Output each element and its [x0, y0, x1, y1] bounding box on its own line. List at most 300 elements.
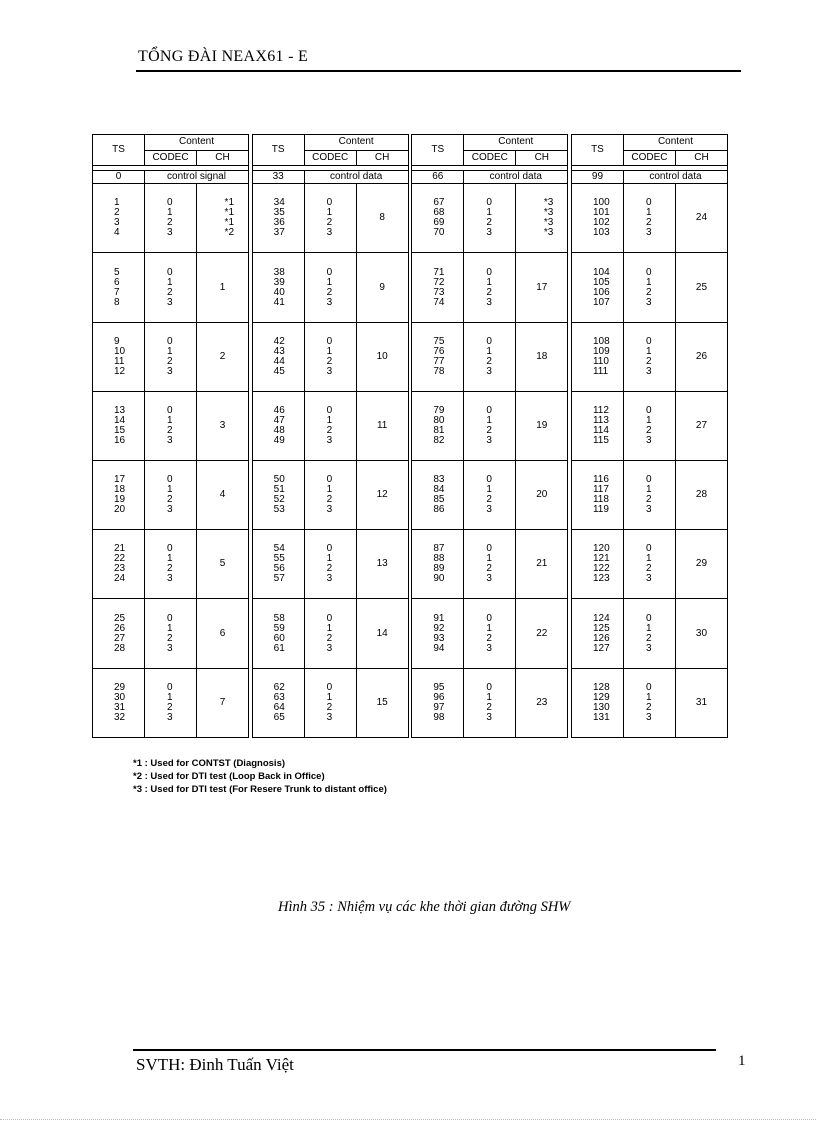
- ts-lines: [593, 198, 623, 238]
- codec-lines: [327, 683, 356, 723]
- page-edge-dots: [0, 1119, 816, 1120]
- ts-values: [571, 530, 623, 599]
- ts-column-table-2: [252, 134, 409, 738]
- ch-value: 6: [197, 599, 249, 668]
- cell-line: 62: [273, 681, 285, 693]
- cell-line: 111: [592, 365, 609, 377]
- cell-line: 1: [645, 553, 652, 565]
- codec-values: [145, 253, 197, 322]
- ts-values: [571, 322, 623, 391]
- codec-values: [145, 184, 197, 253]
- cell-line: 1: [167, 553, 173, 565]
- cell-line: 0: [486, 404, 492, 416]
- cell-line: 45: [273, 365, 285, 377]
- codec-lines: [167, 337, 196, 377]
- cell-line: 0: [326, 266, 333, 278]
- ts-values: [93, 668, 145, 737]
- footnote-1: *1 : Used for CONTST (Diagnosis): [133, 758, 286, 769]
- cell-line: 70: [433, 227, 445, 239]
- cell-line: 36: [273, 217, 285, 229]
- cell-line: 83: [433, 474, 445, 486]
- codec-lines: [327, 268, 356, 308]
- ts-values: [252, 530, 304, 599]
- codec-lines: [167, 683, 196, 723]
- ts-values: [93, 253, 145, 322]
- content-header: Content: [464, 135, 568, 151]
- codec-lines: [646, 614, 675, 654]
- cell-line: 1: [326, 484, 333, 496]
- cell-line: 3: [486, 642, 492, 654]
- cell-line: 67: [433, 197, 445, 209]
- cell-line: 87: [433, 543, 445, 555]
- ch-value: 28: [675, 461, 727, 530]
- codec-values: [464, 668, 516, 737]
- ts-values: [93, 461, 145, 530]
- slot-group-row: [571, 530, 727, 599]
- cell-line: *1: [224, 197, 234, 209]
- cell-line: 2: [326, 632, 333, 644]
- ts-lines: [433, 406, 463, 446]
- ts-values: [571, 184, 623, 253]
- slot-group-row: [252, 391, 408, 460]
- cell-line: 2: [645, 424, 652, 436]
- ch-value: 9: [356, 253, 408, 322]
- cell-line: 3: [326, 227, 333, 239]
- ts-values: [252, 253, 304, 322]
- codec-values: [304, 668, 356, 737]
- ch-value: 7: [197, 668, 249, 737]
- ch-lines: [516, 198, 553, 238]
- cell-line: 112: [592, 404, 609, 416]
- ch-value: 27: [675, 391, 727, 460]
- cell-line: 0: [645, 197, 652, 209]
- cell-line: 0: [645, 404, 652, 416]
- cell-line: 3: [486, 711, 492, 723]
- ch-value: 12: [356, 461, 408, 530]
- codec-header: CODEC: [145, 150, 197, 166]
- ts-values: [252, 322, 304, 391]
- cell-line: 125: [592, 622, 610, 634]
- slot-group-row: [571, 461, 727, 530]
- cell-line: 103: [592, 227, 610, 239]
- cell-line: 0: [167, 197, 173, 209]
- ts-lines: [593, 337, 623, 377]
- ts-lines: [114, 337, 144, 377]
- slot-group-row: [571, 253, 727, 322]
- cell-line: 3: [645, 296, 652, 308]
- cell-line: 1: [486, 207, 492, 219]
- cell-line: 113: [592, 414, 609, 426]
- cell-line: 15: [114, 424, 126, 436]
- ts-lines: [593, 406, 623, 446]
- cell-line: 39: [273, 276, 285, 288]
- slot-group-row: [93, 253, 249, 322]
- cell-line: 65: [273, 711, 285, 723]
- cell-line: 1: [326, 622, 333, 634]
- cell-line: 55: [273, 553, 285, 565]
- cell-line: 56: [273, 563, 285, 575]
- cell-line: 41: [273, 296, 285, 308]
- ch-value: 25: [675, 253, 727, 322]
- cell-line: 116: [592, 474, 609, 486]
- cell-line: 108: [592, 335, 610, 347]
- cell-line: 0: [645, 681, 652, 693]
- header-divider: [136, 70, 741, 72]
- document-header-title: TỔNG ĐÀI NEAX61 - E: [138, 48, 309, 65]
- codec-values: [623, 184, 675, 253]
- cell-line: 2: [645, 355, 652, 367]
- ch-value: 5: [197, 530, 249, 599]
- cell-line: 3: [167, 296, 173, 308]
- ts-values: [571, 253, 623, 322]
- cell-line: 3: [486, 296, 492, 308]
- cell-line: 3: [167, 642, 173, 654]
- cell-line: 1: [645, 484, 652, 496]
- ch-value: 14: [356, 599, 408, 668]
- codec-values: [464, 461, 516, 530]
- codec-lines: [327, 337, 356, 377]
- cell-line: 20: [114, 504, 126, 516]
- slot-group-row: [252, 530, 408, 599]
- slot-group-row: [93, 599, 249, 668]
- cell-line: 74: [433, 296, 445, 308]
- codec-header: CODEC: [623, 150, 675, 166]
- control-label: control data: [623, 170, 727, 184]
- ch-value: 31: [675, 668, 727, 737]
- cell-line: 50: [273, 474, 285, 486]
- codec-values: [623, 668, 675, 737]
- cell-line: 0: [486, 197, 492, 209]
- cell-line: 0: [167, 543, 173, 555]
- ts-values: [571, 599, 623, 668]
- cell-line: 34: [273, 197, 285, 209]
- codec-lines: [486, 544, 515, 584]
- codec-values: [623, 253, 675, 322]
- cell-line: 2: [167, 217, 173, 229]
- cell-line: 59: [273, 622, 285, 634]
- cell-line: 0: [486, 266, 492, 278]
- slot-group-row: [252, 599, 408, 668]
- ch-value: 30: [675, 599, 727, 668]
- cell-line: 94: [433, 642, 445, 654]
- cell-line: *3: [543, 207, 554, 219]
- cell-line: 1: [114, 197, 120, 209]
- slot-group-row: [571, 668, 727, 737]
- cell-line: 97: [433, 701, 445, 713]
- codec-values: [623, 391, 675, 460]
- cell-line: 2: [486, 286, 492, 298]
- cell-line: 38: [273, 266, 285, 278]
- cell-line: 0: [326, 197, 333, 209]
- cell-line: 0: [645, 474, 652, 486]
- ts-values: [93, 391, 145, 460]
- cell-line: 1: [167, 622, 173, 634]
- codec-header: CODEC: [464, 150, 516, 166]
- cell-line: 2: [167, 563, 173, 575]
- ts-lines: [593, 268, 623, 308]
- ch-value: 1: [197, 253, 249, 322]
- cell-line: 127: [592, 642, 610, 654]
- cell-line: 22: [114, 553, 126, 565]
- cell-line: 100: [592, 197, 610, 209]
- codec-values: [623, 322, 675, 391]
- codec-values: [145, 599, 197, 668]
- cell-line: 2: [326, 217, 333, 229]
- ts-lines: [593, 475, 623, 515]
- cell-line: 104: [592, 266, 610, 278]
- ch-value: 15: [356, 668, 408, 737]
- cell-line: 0: [645, 612, 652, 624]
- cell-line: 96: [433, 691, 445, 703]
- cell-line: 124: [592, 612, 610, 624]
- ts-values: [412, 530, 464, 599]
- slot-group-row: [93, 322, 249, 391]
- cell-line: 3: [645, 711, 652, 723]
- cell-line: 95: [433, 681, 445, 693]
- cell-line: 2: [486, 494, 492, 506]
- cell-line: 0: [486, 681, 492, 693]
- cell-line: 90: [433, 573, 445, 585]
- codec-values: [304, 322, 356, 391]
- cell-line: 2: [645, 701, 652, 713]
- codec-lines: [646, 406, 675, 446]
- codec-lines: [167, 614, 196, 654]
- cell-line: 0: [645, 266, 652, 278]
- codec-values: [304, 391, 356, 460]
- ts-lines: [274, 268, 304, 308]
- cell-line: 37: [273, 227, 285, 239]
- ts-values: [252, 461, 304, 530]
- cell-line: 1: [167, 345, 173, 357]
- ts-lines: [433, 475, 463, 515]
- cell-line: 2: [167, 494, 173, 506]
- cell-line: 120: [592, 543, 610, 555]
- codec-header: CODEC: [304, 150, 356, 166]
- cell-line: 69: [433, 217, 445, 229]
- slot-group-row: [252, 668, 408, 737]
- cell-line: 43: [273, 345, 285, 357]
- codec-lines: [167, 544, 196, 584]
- cell-line: 2: [326, 424, 333, 436]
- cell-line: 88: [433, 553, 445, 565]
- codec-lines: [486, 406, 515, 446]
- cell-line: 80: [433, 414, 445, 426]
- cell-line: 27: [114, 632, 126, 644]
- ts-header: TS: [93, 135, 145, 166]
- slot-group-row: [93, 184, 249, 253]
- codec-values: [304, 599, 356, 668]
- codec-lines: [486, 614, 515, 654]
- cell-line: 107: [592, 296, 610, 308]
- cell-line: 28: [114, 642, 126, 654]
- codec-values: [304, 461, 356, 530]
- cell-line: 63: [273, 691, 285, 703]
- cell-line: 3: [167, 573, 173, 585]
- cell-line: 16: [114, 434, 126, 446]
- cell-line: 0: [167, 266, 173, 278]
- cell-line: 126: [592, 632, 610, 644]
- ch-value: 13: [356, 530, 408, 599]
- cell-line: 1: [326, 345, 333, 357]
- ts-lines: [274, 475, 304, 515]
- cell-line: 3: [114, 217, 120, 229]
- cell-line: 117: [592, 484, 609, 496]
- cell-line: 122: [592, 563, 610, 575]
- ts-header: TS: [412, 135, 464, 166]
- cell-line: 2: [486, 701, 492, 713]
- header-row: [412, 135, 568, 151]
- codec-values: [145, 530, 197, 599]
- ts-values: [93, 184, 145, 253]
- codec-lines: [167, 475, 196, 515]
- footer-divider: [133, 1049, 716, 1051]
- ts-header: TS: [252, 135, 304, 166]
- cell-line: 2: [645, 286, 652, 298]
- ts-lines: [274, 544, 304, 584]
- footnote-3: *3 : Used for DTI test (For Resere Trunk to distant office): [133, 784, 387, 795]
- codec-values: [623, 530, 675, 599]
- ts-lines: [433, 614, 463, 654]
- cell-line: 0: [167, 612, 173, 624]
- slot-group-row: [571, 599, 727, 668]
- cell-line: 29: [114, 681, 126, 693]
- ts-values: [93, 322, 145, 391]
- cell-line: 3: [486, 504, 492, 516]
- ts-lines: [114, 544, 144, 584]
- cell-line: 1: [645, 207, 652, 219]
- cell-line: 78: [433, 365, 445, 377]
- cell-line: 7: [114, 286, 120, 298]
- control-ts: 66: [412, 170, 464, 184]
- ch-value: 4: [197, 461, 249, 530]
- cell-line: 2: [167, 701, 173, 713]
- content-header: Content: [623, 135, 727, 151]
- cell-line: 72: [433, 276, 445, 288]
- cell-line: 71: [433, 266, 445, 278]
- cell-line: 53: [273, 504, 285, 516]
- cell-line: 30: [114, 691, 126, 703]
- ch-value: 11: [356, 391, 408, 460]
- control-label: control data: [464, 170, 568, 184]
- cell-line: 52: [273, 494, 285, 506]
- codec-lines: [327, 614, 356, 654]
- cell-line: 21: [114, 543, 126, 555]
- cell-line: 1: [326, 691, 333, 703]
- cell-line: 1: [326, 414, 333, 426]
- cell-line: 3: [167, 711, 173, 723]
- ch-value: 2: [197, 322, 249, 391]
- cell-line: 17: [114, 474, 126, 486]
- cell-line: 75: [433, 335, 445, 347]
- cell-line: 1: [486, 622, 492, 634]
- ch-value: 29: [675, 530, 727, 599]
- ch-value: 19: [516, 391, 568, 460]
- ts-lines: [433, 268, 463, 308]
- cell-line: 2: [486, 632, 492, 644]
- cell-line: 12: [114, 365, 126, 377]
- cell-line: 47: [273, 414, 285, 426]
- cell-line: 3: [326, 504, 333, 516]
- control-label: control signal: [145, 170, 249, 184]
- cell-line: 44: [273, 355, 285, 367]
- codec-lines: [167, 406, 196, 446]
- cell-line: 2: [645, 632, 652, 644]
- cell-line: 2: [645, 563, 652, 575]
- cell-line: 23: [114, 563, 126, 575]
- codec-values: [145, 391, 197, 460]
- codec-values: [145, 668, 197, 737]
- cell-line: 106: [592, 286, 610, 298]
- cell-line: 3: [486, 573, 492, 585]
- cell-line: 40: [273, 286, 285, 298]
- ts-lines: [433, 544, 463, 584]
- page-number: 1: [738, 1053, 746, 1069]
- cell-line: 31: [114, 701, 126, 713]
- cell-line: 0: [326, 474, 333, 486]
- cell-line: 49: [273, 434, 285, 446]
- cell-line: 1: [167, 691, 173, 703]
- cell-line: 1: [645, 414, 652, 426]
- cell-line: 123: [592, 573, 610, 585]
- cell-line: 2: [167, 632, 173, 644]
- cell-line: 1: [167, 207, 173, 219]
- cell-line: 91: [433, 612, 445, 624]
- cell-line: 110: [592, 355, 609, 367]
- codec-lines: [646, 268, 675, 308]
- cell-line: 89: [433, 563, 445, 575]
- ch-value: 18: [516, 322, 568, 391]
- cell-line: 1: [167, 276, 173, 288]
- codec-values: [464, 253, 516, 322]
- slot-group-row: [571, 184, 727, 253]
- cell-line: 130: [592, 701, 610, 713]
- ch-lines: [197, 198, 234, 238]
- cell-line: 129: [592, 691, 610, 703]
- ts-lines: [114, 683, 144, 723]
- codec-lines: [486, 268, 515, 308]
- ts-lines: [433, 683, 463, 723]
- cell-line: 2: [114, 207, 120, 219]
- cell-line: 3: [326, 296, 333, 308]
- ts-values: [252, 668, 304, 737]
- codec-lines: [646, 683, 675, 723]
- slot-group-row: [412, 391, 568, 460]
- cell-line: 0: [486, 335, 492, 347]
- cell-line: 57: [273, 573, 285, 585]
- ch-value: 26: [675, 322, 727, 391]
- cell-line: 2: [167, 355, 173, 367]
- cell-line: 1: [645, 691, 652, 703]
- control-row: [412, 170, 568, 184]
- ts-lines: [274, 683, 304, 723]
- slot-group-row: [412, 599, 568, 668]
- cell-line: 82: [433, 434, 445, 446]
- ts-values: [412, 668, 464, 737]
- cell-line: 93: [433, 632, 445, 644]
- cell-line: 25: [114, 612, 126, 624]
- cell-line: 3: [167, 504, 173, 516]
- cell-line: 3: [486, 227, 492, 239]
- cell-line: 14: [114, 414, 126, 426]
- codec-values: [145, 461, 197, 530]
- cell-line: *3: [543, 227, 554, 239]
- cell-line: 1: [326, 553, 333, 565]
- ts-lines: [114, 198, 144, 238]
- cell-line: 1: [486, 553, 492, 565]
- ts-values: [93, 530, 145, 599]
- cell-line: 54: [273, 543, 285, 555]
- cell-line: 68: [433, 207, 445, 219]
